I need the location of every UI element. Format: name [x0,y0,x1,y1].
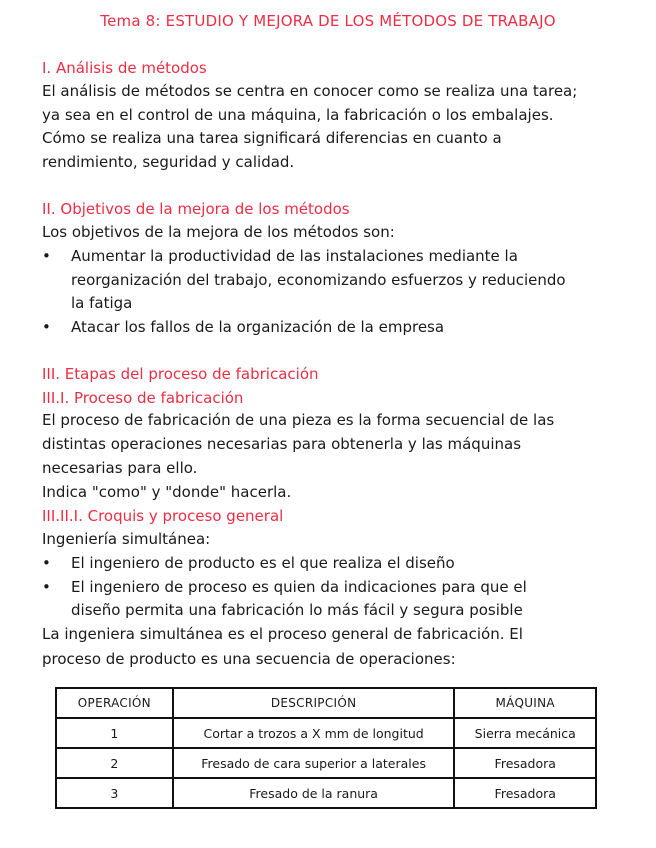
subsection-3-1-heading: III.I. Proceso de fabricación [42,389,244,407]
section-1-line: Cómo se realiza una tarea significará diferencias en cuanto a [42,129,502,147]
cell-descripcion: Fresado de cara superior a laterales [173,748,455,778]
table-row [56,718,596,748]
subsection-3-2-bullet-1-line: El ingeniero de producto es el que realiza el diseño [71,554,455,572]
header-descripcion: DESCRIPCIÓN [173,688,455,718]
table-row [56,778,596,808]
bullet-marker: • [42,318,51,336]
section-2-heading: II. Objetivos de la mejora de los métodos [42,200,350,218]
operations-table [55,687,597,809]
section-2-intro: Los objetivos de la mejora de los métodos son: [42,223,395,241]
bullet-marker: • [42,578,51,596]
section-1-line: ya sea en el control de una máquina, la fabricación o los embalajes. [42,106,554,124]
section-2-bullet-1-line: Aumentar la productividad de las instalaciones mediante la [71,247,518,265]
table-header-row [56,688,596,718]
cell-operacion: 1 [56,718,173,748]
header-operacion: OPERACIÓN [56,688,173,718]
closing-line: proceso de producto es una secuencia de operaciones: [42,650,456,668]
subsection-3-2-bullet-2-line: El ingeniero de proceso es quien da indicaciones para que el [71,578,527,596]
section-2-bullet-1-line: reorganización del trabajo, economizando esfuerzos y reduciendo [71,271,566,289]
cell-operacion: 2 [56,748,173,778]
cell-maquina: Fresadora [454,778,596,808]
subsection-3-1-line: distintas operaciones necesarias para obtenerla y las máquinas [42,435,522,453]
section-2-bullet-2-line: Atacar los fallos de la organización de la empresa [71,318,445,336]
bullet-marker: • [42,247,51,265]
section-1-line: El análisis de métodos se centra en conocer como se realiza una tarea; [42,82,578,100]
cell-maquina: Sierra mecánica [454,718,596,748]
section-3-heading: III. Etapas del proceso de fabricación [42,365,319,383]
table-row [56,748,596,778]
cell-maquina: Fresadora [454,748,596,778]
subsection-3-2-bullet-2-line: diseño permita una fabricación lo más fácil y segura posible [71,601,523,619]
section-1-heading: I. Análisis de métodos [42,59,207,77]
subsection-3-1-line: Indica "como" y "donde" hacerla. [42,483,292,501]
subsection-3-2-intro: Ingeniería simultánea: [42,530,211,548]
cell-descripcion: Cortar a trozos a X mm de longitud [173,718,455,748]
subsection-3-2-heading: III.II.I. Croquis y proceso general [42,507,284,525]
header-maquina: MÁQUINA [454,688,596,718]
closing-line: La ingeniera simultánea es el proceso general de fabricación. El [42,625,523,643]
section-2-bullet-1-line: la fatiga [71,294,133,312]
subsection-3-1-line: El proceso de fabricación de una pieza es la forma secuencial de las [42,411,555,429]
document-title: Tema 8: ESTUDIO Y MEJORA DE LOS MÉTODOS DE TRABAJO [100,12,556,30]
section-1-line: rendimiento, seguridad y calidad. [42,153,295,171]
cell-operacion: 3 [56,778,173,808]
bullet-marker: • [42,554,51,572]
subsection-3-1-line: necesarias para ello. [42,459,198,477]
cell-descripcion: Fresado de la ranura [173,778,455,808]
